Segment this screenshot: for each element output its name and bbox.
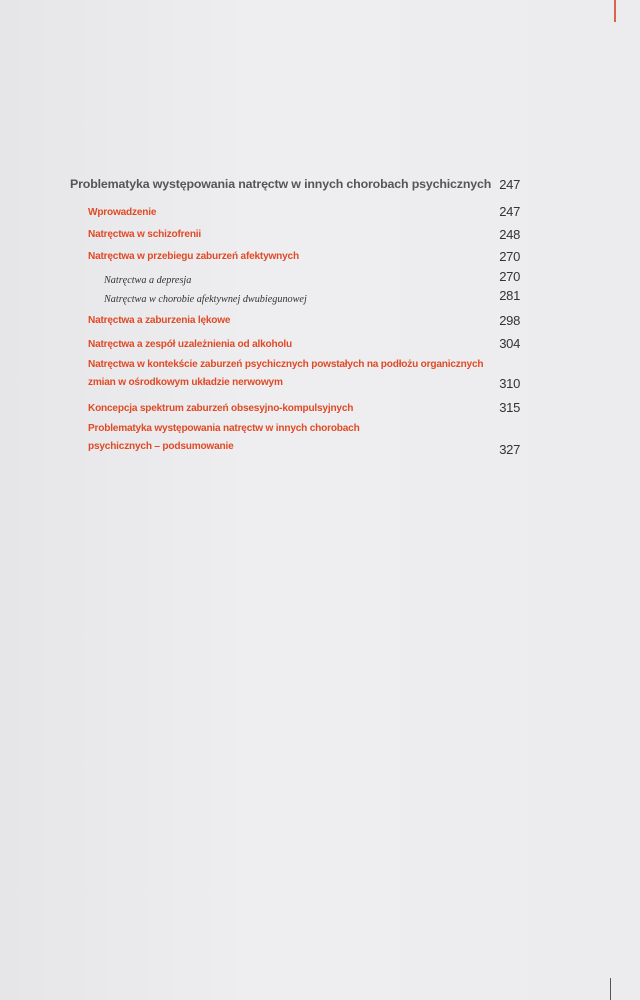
toc-entry [70, 398, 520, 418]
toc-subentry [70, 270, 520, 288]
toc-entry-label: Natręctwa a zaburzenia lękowe [88, 315, 231, 326]
toc-entry-label-line1: Natręctwa w kontekście zaburzeń psychicznych powstałych na podłożu organicznych [88, 359, 484, 370]
toc-entry [70, 202, 520, 222]
toc-entry [70, 420, 520, 456]
toc-subentry-label: Natręctwa w chorobie afektywnej dwubiegunowej [104, 294, 307, 305]
toc-entry-page: 270 [499, 249, 520, 264]
toc-entry-label-line1: Problematyka występowania natręctw w innych chorobach [88, 423, 360, 434]
toc-entry-label: Wprowadzenie [88, 207, 157, 218]
toc-subentry-page: 281 [499, 288, 520, 303]
toc-entry-page: 310 [499, 376, 520, 391]
toc-entry-page: 315 [499, 400, 520, 415]
toc-entry-label: Natręctwa w przebiegu zaburzeń afektywnych [88, 251, 299, 262]
toc-entry-label: Natręctwa w schizofrenii [88, 229, 201, 240]
toc-entry-label: Koncepcja spektrum zaburzeń obsesyjno-kompulsyjnych [88, 403, 354, 414]
toc-entry [70, 334, 520, 354]
toc-main-heading-page: 247 [499, 177, 520, 192]
page-edge-mark-top [614, 0, 616, 22]
toc-main-heading-label: Problematyka występowania natręctw w innych chorobach psychicznych [70, 177, 492, 191]
toc-entry-page: 327 [499, 442, 520, 457]
toc-entry [70, 310, 520, 330]
toc-entry-label-line2: zmian w ośrodkowym układzie nerwowym [88, 377, 283, 388]
toc-entry-page: 247 [499, 204, 520, 219]
toc-subentry-label: Natręctwa a depresja [104, 275, 192, 286]
toc-main-heading [70, 175, 520, 193]
toc-entry-label: Natręctwa a zespół uzależnienia od alkoholu [88, 339, 292, 350]
toc-subentry-page: 270 [499, 269, 520, 284]
toc-entry-page: 304 [499, 336, 520, 351]
toc-entry [70, 356, 520, 392]
toc-entry-page: 298 [499, 313, 520, 328]
toc-entry [70, 246, 520, 266]
toc-entry [70, 224, 520, 244]
toc-entry-page: 248 [499, 227, 520, 242]
toc-entry-label-line2: psychicznych – podsumowanie [88, 441, 234, 452]
toc-subentry [70, 289, 520, 307]
page-edge-mark-bottom [610, 978, 611, 1000]
